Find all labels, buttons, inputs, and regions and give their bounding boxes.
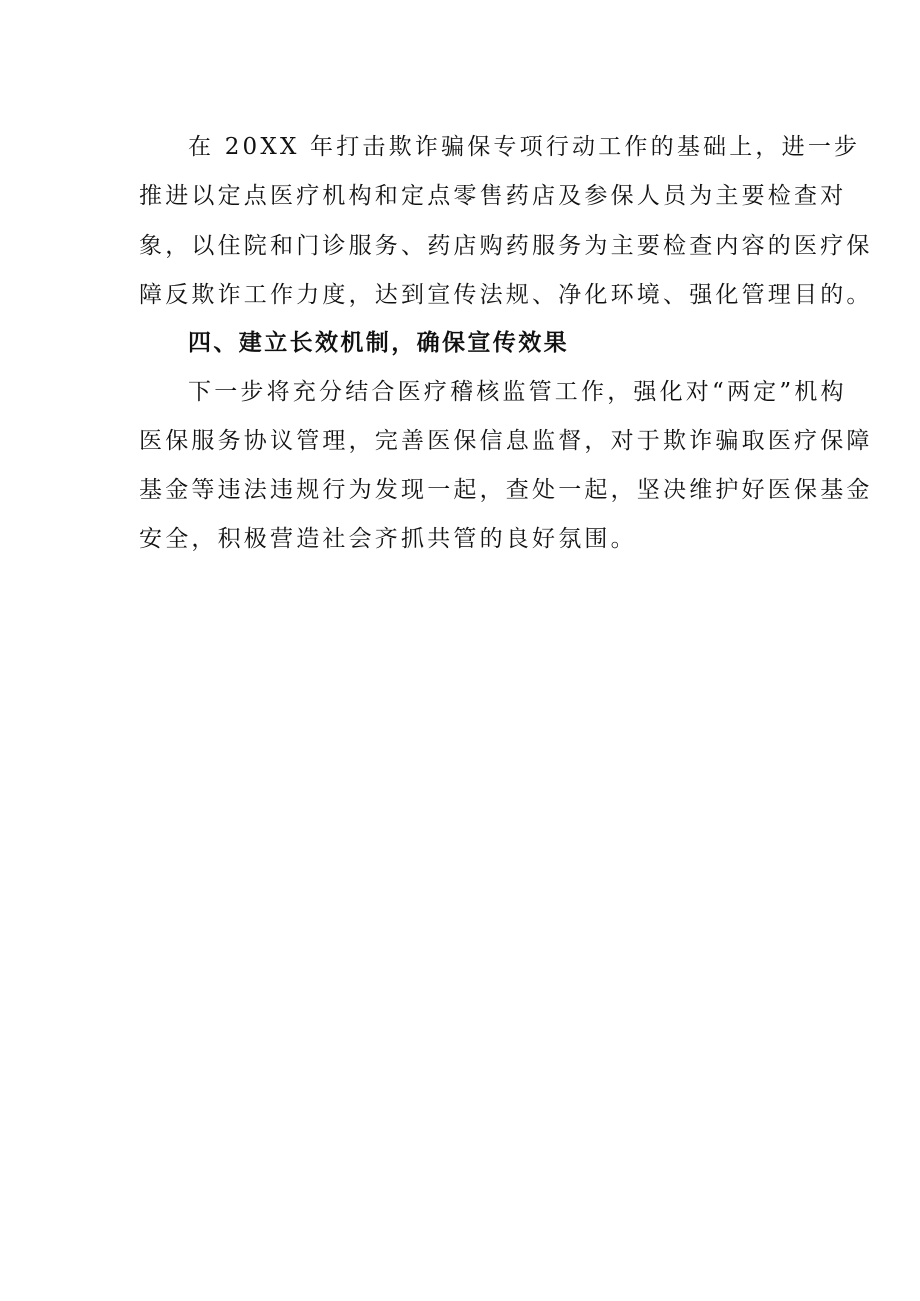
paragraph1-line-1: 在 20XX 年打击欺诈骗保专项行动工作的基础上，进一步 (188, 134, 861, 160)
paragraph2-line-1: 下一步将充分结合医疗稽核监管工作，强化对“两定”机构 (188, 379, 847, 405)
paragraph2-line-2: 医保服务协议管理，完善医保信息监督，对于欺诈骗取医疗保障 (139, 428, 873, 454)
section-heading-4: 四、建立长效机制，确保宣传效果 (188, 329, 569, 356)
paragraph2-line-4: 安全，积极营造社会齐抓共管的良好氛围。 (139, 526, 637, 552)
paragraph2-line-3: 基金等违法违规行为发现一起，查处一起，坚决维护好医保基金 (139, 477, 873, 503)
paragraph1-line-3: 象，以住院和门诊服务、药店购药服务为主要检查内容的医疗保 (139, 233, 873, 259)
paragraph1-line-2: 推进以定点医疗机构和定点零售药店及参保人员为主要检查对 (139, 183, 847, 209)
paragraph1-line-4: 障反欺诈工作力度，达到宣传法规、净化环境、强化管理目的。 (139, 282, 873, 308)
